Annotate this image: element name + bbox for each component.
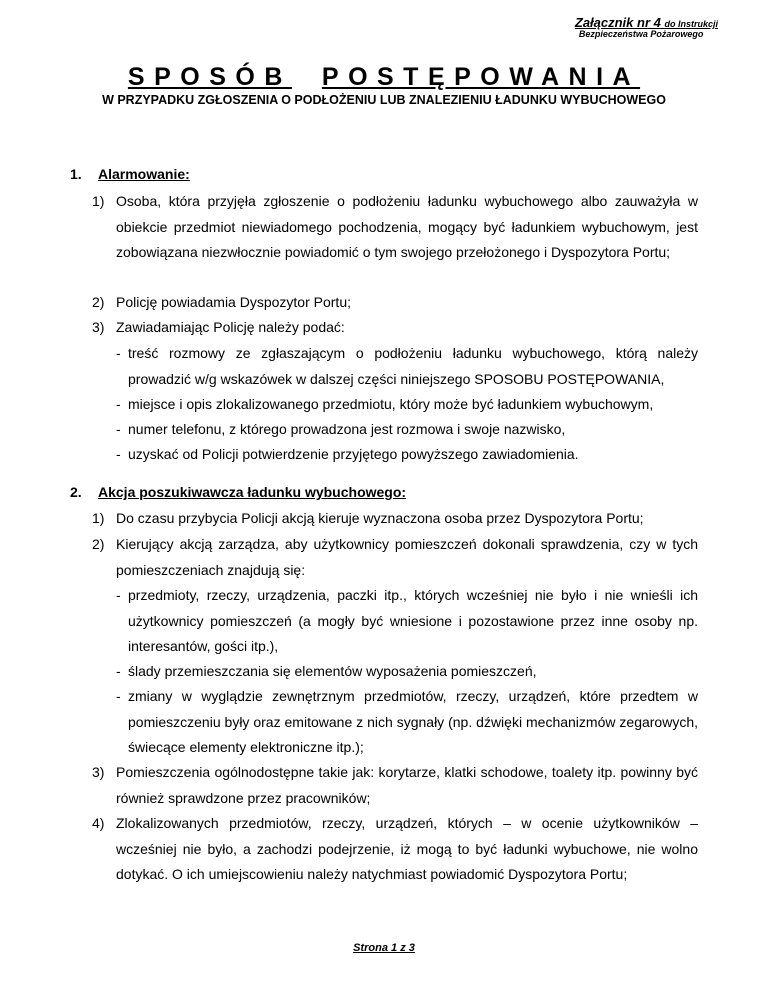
section-1-number: 1. (70, 166, 82, 182)
item-text: Do czasu przybycia Policji akcją kieruje wyznaczona osoba przez Dyspozytora Portu; (116, 510, 644, 526)
attachment-number: Załącznik nr 4 (574, 15, 661, 30)
item-number: 2) (92, 294, 105, 310)
item-number: 1) (92, 193, 105, 209)
dash-item (116, 659, 698, 685)
dash-text: numer telefonu, z którego prowadzona jest rozmowa i swoje nazwisko, (128, 421, 566, 437)
list-item (92, 811, 698, 888)
list-item (92, 189, 698, 266)
attachment-main (575, 16, 718, 30)
list-item (92, 315, 698, 341)
dash-text: ślady przemieszczania się elementów wyposażenia pomieszczeń, (128, 663, 537, 679)
item-text: Kierujący akcją zarządza, aby użytkownicy pomieszczeń dokonali sprawdzenia, czy w tych pomieszczeniach znajdują się: (116, 536, 698, 578)
item-number: 4) (92, 815, 105, 831)
dash-text: zmiany w wyglądzie zewnętrznym przedmiotów, rzeczy, urządzeń, które przedtem w pomieszczeniu były oraz emitowane z nich sygnały (np. dźwięki mechanizmów zegarowych, świecące elementy elektroniczne itp.); (128, 688, 698, 755)
dash-bullet: - (116, 421, 121, 437)
item-text: Policję powiadamia Dyspozytor Portu; (116, 294, 351, 310)
dash-item (116, 392, 698, 418)
attachment-note (575, 16, 718, 39)
dash-item (116, 417, 698, 443)
title-word-2: POSTĘPOWANIA (321, 63, 641, 91)
list-item (92, 760, 698, 811)
dash-bullet: - (116, 446, 121, 462)
section-2-label: Akcja poszukiwawcza ładunku wybuchowego: (98, 484, 407, 500)
list-item (92, 290, 698, 316)
section-1-heading (70, 166, 190, 182)
section-2-number: 2. (70, 484, 82, 500)
item-text: Zlokalizowanych przedmiotów, rzeczy, urządzeń, których – w ocenie użytkowników – wcześniej nie było, a zachodzi podejrzenie, iż mogą to być ładunki wybuchowe, nie wolno dotykać. O ich umiejscowieniu należy natychmiast powiadomić Dyspozytora Portu; (116, 815, 698, 882)
attachment-to: do Instrukcji (664, 19, 718, 29)
list-item (92, 506, 698, 532)
page-title (0, 63, 768, 92)
list-item (92, 532, 698, 583)
item-text: Osoba, która przyjęła zgłoszenie o podłożeniu ładunku wybuchowego albo zauważyła w obiekcie przedmiot niewiadomego pochodzenia, mogący być ładunkiem wybuchowym, jest zobowiązana niezwłocznie powiadomić o tym swojego przełożonego i Dyspozytora Portu; (116, 193, 698, 260)
dash-text: miejsce i opis zlokalizowanego przedmiotu, który może być ładunkiem wybuchowym, (128, 396, 654, 412)
item-text: Pomieszczenia ogólnodostępne takie jak: korytarze, klatki schodowe, toalety itp. powinny być również sprawdzone przez pracowników; (116, 764, 698, 806)
item-number: 3) (92, 319, 105, 335)
dash-bullet: - (116, 663, 121, 679)
dash-item (116, 442, 698, 468)
attachment-sub: Bezpieczeństwa Pożarowego (578, 28, 704, 39)
dash-text: przedmioty, rzeczy, urządzenia, paczki itp., których wcześniej nie było i nie wnieśli ich użytkownicy pomieszczeń (a mogły być wniesione i pozostawione przez inne osoby np. interesantów, gości itp.), (128, 587, 698, 654)
item-text: Zawiadamiając Policję należy podać: (116, 319, 345, 335)
item-number: 3) (92, 764, 105, 780)
section-2-heading (70, 484, 406, 500)
dash-bullet: - (116, 396, 121, 412)
page-footer (0, 942, 768, 954)
dash-item (116, 583, 698, 660)
dash-item (116, 684, 698, 761)
dash-bullet: - (116, 688, 121, 704)
dash-item (116, 341, 698, 392)
item-number: 1) (92, 510, 105, 526)
dash-bullet: - (116, 345, 121, 361)
dash-text: uzyskać od Policji potwierdzenie przyjętego powyższego zawiadomienia. (128, 446, 579, 462)
section-1-label: Alarmowanie: (98, 166, 190, 182)
dash-text: treść rozmowy ze zgłaszającym o podłożeniu ładunku wybuchowego, którą należy prowadzić w/g wskazówek w dalszej części niniejszego SPOSOBU POSTĘPOWANIA, (128, 345, 698, 387)
page-subtitle: W PRZYPADKU ZGŁOSZENIA O PODŁOŻENIU LUB ZNALEZIENIU ŁADUNKU WYBUCHOWEGO (102, 93, 666, 107)
page-number: Strona 1 z 3 (353, 942, 415, 954)
title-word-1: SPOSÓB (127, 63, 292, 91)
item-number: 2) (92, 536, 105, 552)
dash-bullet: - (116, 587, 121, 603)
